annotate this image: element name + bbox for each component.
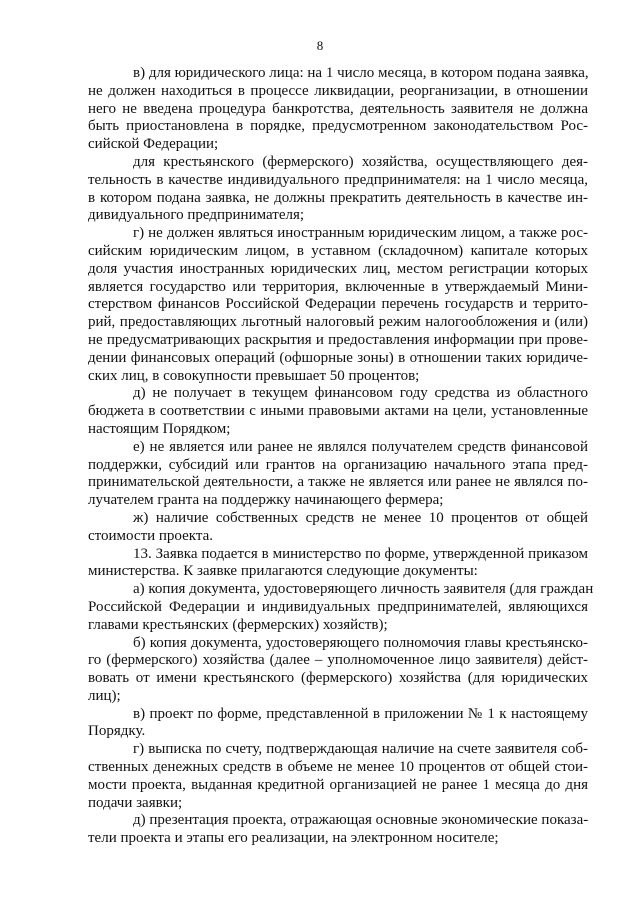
text-line: стерством финансов Российской Федерации перечень государств и террито-: [88, 296, 588, 313]
text-line: д) не получает в текущем финансовом году средства из областного: [133, 385, 588, 402]
text-line: является государство или территория, включенные в утверждаемый Мини-: [88, 278, 588, 295]
text-line: го (фермерского) хозяйства (далее – уполномоченное лицо заявителя) дейст-: [88, 652, 588, 669]
text-line: него не введена процедура банкротства, деятельность заявителя не должна: [88, 100, 588, 117]
text-line: бюджета в соответствии с иными правовыми актами на цели, установленные: [88, 403, 588, 420]
text-line: доля участия иностранных юридических лиц, местом регистрации которых: [88, 260, 588, 277]
text-line: лиц);: [88, 687, 121, 704]
paragraph-p-13v: [88, 706, 588, 742]
text-line: в) проект по форме, представленной в приложении № 1 к настоящему: [133, 705, 588, 722]
paragraph-p-13b: [88, 635, 588, 706]
paragraph-p-13a: [88, 581, 594, 634]
text-line: главами крестьянских (фермерских) хозяйств);: [88, 616, 388, 633]
paragraph-p-e: [88, 439, 588, 510]
text-line: не предусматривающих раскрытия и предоставления информации при прове-: [88, 331, 588, 348]
text-line: быть приостановлена в порядке, предусмотренном законодательством Рос-: [88, 118, 588, 135]
text-line: д) презентация проекта, отражающая основные экономические показа-: [133, 812, 589, 829]
text-line: ских лиц, в совокупности превышает 50 процентов;: [88, 367, 420, 384]
text-line: сийской Федерации;: [88, 136, 219, 153]
text-line: г) не должен являться иностранным юридическим лицом, а также рос-: [133, 225, 588, 242]
paragraph-p-zh: [88, 510, 588, 546]
text-line: для крестьянского (фермерского) хозяйства, осуществляющего дея-: [133, 153, 588, 170]
text-line: б) копия документа, удостоверяющего полномочия главы крестьянско-: [133, 634, 588, 651]
text-line: тели проекта и этапы его реализации, на электронном носителе;: [88, 830, 499, 847]
paragraph-p-v: [88, 65, 588, 154]
text-line: подачи заявки;: [88, 794, 183, 811]
text-line: 13. Заявка подается в министерство по форме, утвержденной приказом: [133, 545, 588, 562]
text-line: поддержки, субсидий или грантов на организацию начального этапа пред-: [88, 456, 588, 473]
text-line: настоящим Порядком;: [88, 420, 231, 437]
paragraph-p-kfh: [88, 154, 588, 225]
paragraph-p-13g: [88, 741, 588, 812]
page-number: 8: [316, 38, 324, 53]
paragraph-p-13: [88, 546, 588, 582]
text-line: в) для юридического лица: на 1 число месяца, в котором подана заявка,: [133, 65, 589, 81]
paragraph-p-g: [88, 225, 588, 385]
text-line: ж) наличие собственных средств не менее 10 процентов от общей: [133, 509, 588, 526]
document-body: [88, 65, 594, 848]
text-line: Порядку.: [88, 723, 146, 740]
text-line: министерства. К заявке прилагаются следующие документы:: [88, 563, 478, 580]
text-line: дении финансовых операций (офшорные зоны) в отношении таких юридиче-: [88, 349, 588, 366]
text-line: а) копия документа, удостоверяющего личность заявителя (для граждан: [133, 581, 594, 598]
text-line: дивидуального предпринимателя;: [88, 207, 305, 224]
text-line: в котором подана заявка, не должны прекратить деятельность в качестве ин-: [88, 189, 588, 206]
text-line: мости проекта, выданная кредитной организацией не ранее 1 месяца до дня: [88, 776, 588, 793]
text-line: г) выписка по счету, подтверждающая наличие на счете заявителя соб-: [133, 741, 588, 758]
text-line: стоимости проекта.: [88, 527, 214, 544]
text-line: Российской Федерации и индивидуальных предпринимателей, являющихся: [88, 598, 588, 615]
text-line: рий, предоставляющих льготный налоговый режим налогообложения и (или): [88, 314, 588, 331]
text-line: е) не является или ранее не являлся получателем средств финансовой: [133, 438, 588, 455]
text-line: вовать от имени крестьянского (фермерского) хозяйства (для юридических: [88, 670, 588, 687]
text-line: не должен находиться в процессе ликвидации, реорганизации, в отношении: [88, 82, 588, 99]
text-line: тельность в качестве индивидуального предпринимателя: на 1 число месяца,: [88, 171, 588, 188]
text-line: сийским юридическим лицом, в уставном (складочном) капитале которых: [88, 242, 588, 259]
paragraph-p-d: [88, 385, 588, 438]
text-line: лучателем гранта на поддержку начинающего фермера;: [88, 492, 444, 509]
text-line: принимательской деятельности, а также не является или ранее не являлся по-: [88, 474, 588, 491]
paragraph-p-13d: [88, 812, 588, 848]
text-line: ственных денежных средств в объеме не менее 10 процентов от общей стои-: [88, 759, 588, 776]
